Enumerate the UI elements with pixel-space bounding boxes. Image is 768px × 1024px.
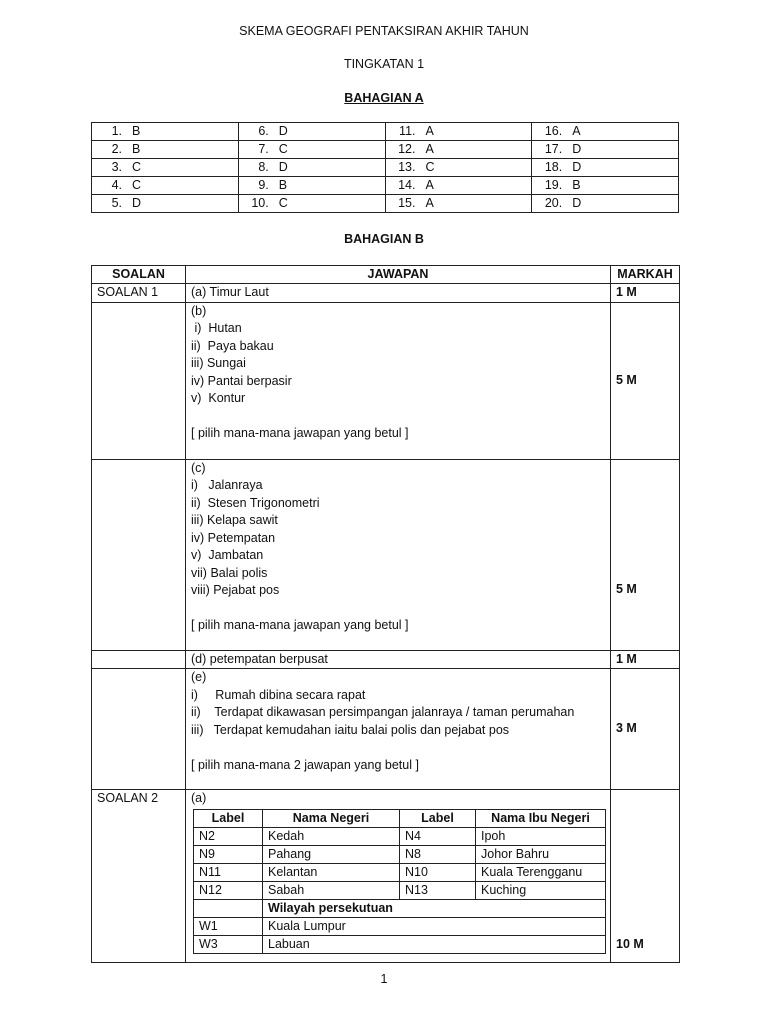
answer-cell	[92, 195, 239, 213]
answer-letter: D	[132, 196, 142, 210]
answer-line: i) Hutan	[191, 321, 242, 335]
header-soalan: SOALAN	[92, 266, 186, 284]
question-label: SOALAN 1	[92, 284, 186, 303]
question-number: 13.	[398, 160, 416, 174]
mark-1e: 3 M	[611, 669, 680, 790]
table-cell: N11	[194, 863, 263, 881]
answer-cell	[92, 123, 239, 141]
answer-1e	[186, 669, 611, 790]
answer-letter: B	[132, 142, 141, 156]
answer-letter: C	[132, 160, 142, 174]
table-cell: W1	[194, 917, 263, 935]
answer-cell	[238, 159, 385, 177]
question-number: 12.	[398, 142, 416, 156]
question-number: 9.	[258, 178, 269, 192]
answer-letter: B	[572, 178, 581, 192]
answer-2a	[186, 790, 611, 963]
question-number: 2.	[111, 142, 122, 156]
table-row	[92, 459, 680, 650]
answer-cell	[385, 141, 532, 159]
section-a-answer-table	[91, 122, 679, 213]
answer-letter: D	[572, 196, 582, 210]
section-a-heading: BAHAGIAN A	[344, 91, 424, 105]
answer-cell	[532, 123, 679, 141]
answer-line: iii) Sungai	[191, 356, 246, 370]
mark-1c: 5 M	[611, 459, 680, 650]
question-number: 14.	[398, 178, 416, 192]
question-number: 4.	[111, 178, 122, 192]
column-header: Nama Ibu Negeri	[476, 809, 606, 827]
answer-cell	[92, 159, 239, 177]
answer-line: ii) Paya bakau	[191, 338, 274, 353]
answer-line: iv) Petempatan	[191, 530, 276, 545]
table-cell: N10	[400, 863, 476, 881]
answer-cell	[385, 159, 532, 177]
mark-1b: 5 M	[611, 302, 680, 459]
question-number: 20.	[544, 196, 563, 210]
answer-cell	[532, 195, 679, 213]
states-capitals-table	[193, 809, 606, 954]
table-cell: Kuala Lumpur	[263, 917, 606, 935]
question-number: 11.	[399, 124, 416, 138]
table-cell: Labuan	[263, 935, 606, 953]
answer-1a: (a) Timur Laut	[186, 284, 611, 303]
table-row	[92, 141, 679, 159]
answer-1e-note: [ pilih mana-mana 2 jawapan yang betul ]	[191, 757, 419, 772]
answer-line: v) Kontur	[191, 391, 246, 405]
question-number: 5.	[111, 196, 122, 210]
answer-2a-label: (a)	[191, 791, 207, 805]
answer-line: v) Jambatan	[191, 548, 264, 562]
answer-cell	[532, 177, 679, 195]
table-row	[92, 195, 679, 213]
table-row	[92, 669, 680, 790]
answer-cell	[532, 159, 679, 177]
table-cell: N12	[194, 881, 263, 899]
question-label: SOALAN 2	[92, 790, 186, 963]
question-number: 10.	[251, 196, 269, 210]
table-row	[92, 159, 679, 177]
answer-line: iii) Terdapat kemudahan iaitu balai polis dan pejabat pos	[191, 722, 510, 737]
table-cell: Kuala Terengganu	[476, 863, 606, 881]
answer-line: ii) Stesen Trigonometri	[191, 495, 320, 510]
header-jawapan: JAWAPAN	[186, 266, 611, 284]
answer-letter: A	[425, 142, 434, 156]
table-cell: N9	[194, 845, 263, 863]
table-cell: N13	[400, 881, 476, 899]
answer-letter: C	[425, 160, 435, 174]
question-number: 16.	[544, 124, 563, 138]
answer-letter: D	[572, 160, 582, 174]
answer-line: (b)	[191, 303, 207, 318]
answer-cell	[92, 177, 239, 195]
page-number: 1	[380, 972, 388, 986]
answer-line: viii) Pejabat pos	[191, 583, 280, 597]
answer-line: i) Jalanraya	[191, 478, 263, 492]
table-row	[92, 790, 680, 963]
table-row	[194, 863, 606, 881]
answer-1b-lines	[191, 303, 610, 408]
table-row	[194, 827, 606, 845]
table-row	[194, 935, 606, 953]
column-header: Label	[400, 809, 476, 827]
question-number: 15.	[398, 196, 416, 210]
answer-letter: A	[572, 124, 581, 138]
answer-letter: D	[278, 160, 288, 174]
answer-letter: A	[425, 124, 434, 138]
answer-cell	[238, 195, 385, 213]
answer-cell	[238, 177, 385, 195]
table-cell: N2	[194, 827, 263, 845]
answer-line: iv) Pantai berpasir	[191, 373, 292, 388]
document-title: SKEMA GEOGRAFI PENTAKSIRAN AKHIR TAHUN	[239, 24, 529, 38]
answer-line: ii) Terdapat dikawasan persimpangan jalanraya / taman perumahan	[191, 705, 575, 719]
answer-1b	[186, 302, 611, 459]
answer-letter: C	[132, 178, 142, 192]
document-subtitle: TINGKATAN 1	[343, 57, 425, 71]
table-cell: Sabah	[263, 881, 400, 899]
answer-letter: D	[572, 142, 582, 156]
table-cell: N4	[400, 827, 476, 845]
question-number: 7.	[258, 142, 269, 156]
answer-letter: A	[425, 196, 434, 210]
section-b-answer-table	[91, 265, 680, 963]
answer-letter: A	[425, 178, 434, 192]
table-row	[194, 845, 606, 863]
answer-1c-lines	[191, 460, 610, 600]
mark-1a: 1 M	[611, 284, 680, 303]
question-number: 3.	[111, 160, 122, 174]
mark-1d: 1 M	[611, 650, 680, 669]
answer-line: i) Rumah dibina secara rapat	[191, 687, 366, 702]
table-row	[194, 881, 606, 899]
wilayah-heading: Wilayah persekutuan	[263, 899, 606, 917]
answer-letter: B	[278, 178, 288, 192]
answer-1c-note: [ pilih mana-mana jawapan yang betul ]	[191, 618, 409, 632]
answer-cell	[385, 123, 532, 141]
answer-cell	[385, 177, 532, 195]
answer-letter: C	[278, 196, 288, 210]
answer-letter: D	[278, 124, 288, 138]
answer-cell	[92, 141, 239, 159]
answer-letter: C	[278, 142, 288, 156]
mark-2a: 10 M	[611, 790, 680, 963]
table-cell: Kedah	[263, 827, 400, 845]
table-cell: Kelantan	[263, 863, 400, 881]
answer-letter: B	[132, 124, 141, 138]
header-markah: MARKAH	[611, 266, 680, 284]
table-cell: Kuching	[476, 881, 606, 899]
table-row	[92, 302, 680, 459]
table-cell: W3	[194, 935, 263, 953]
table-cell: Pahang	[263, 845, 400, 863]
answer-1e-lines	[191, 669, 610, 739]
answer-cell	[385, 195, 532, 213]
column-header: Label	[194, 809, 263, 827]
table-row	[92, 123, 679, 141]
question-number: 17.	[544, 142, 563, 156]
question-number: 8.	[258, 160, 269, 174]
answer-1c	[186, 459, 611, 650]
answer-line: vii) Balai polis	[191, 565, 268, 580]
answer-cell	[238, 123, 385, 141]
column-header: Nama Negeri	[263, 809, 400, 827]
table-cell: Ipoh	[476, 827, 606, 845]
section-b-heading: BAHAGIAN B	[344, 232, 424, 246]
answer-line: iii) Kelapa sawit	[191, 513, 278, 527]
table-row	[92, 650, 680, 669]
answer-cell	[532, 141, 679, 159]
answer-1d: (d) petempatan berpusat	[186, 650, 611, 669]
answer-line: (e)	[191, 670, 207, 684]
question-number: 1.	[111, 124, 122, 138]
table-cell: Johor Bahru	[476, 845, 606, 863]
answer-1b-note: [ pilih mana-mana jawapan yang betul ]	[191, 426, 409, 440]
question-number: 19.	[544, 178, 563, 192]
answer-line: (c)	[191, 460, 206, 475]
answer-cell	[238, 141, 385, 159]
question-number: 6.	[258, 124, 269, 138]
question-number: 18.	[544, 160, 563, 174]
table-row	[92, 177, 679, 195]
table-row	[92, 284, 680, 303]
table-row	[194, 917, 606, 935]
table-cell: N8	[400, 845, 476, 863]
